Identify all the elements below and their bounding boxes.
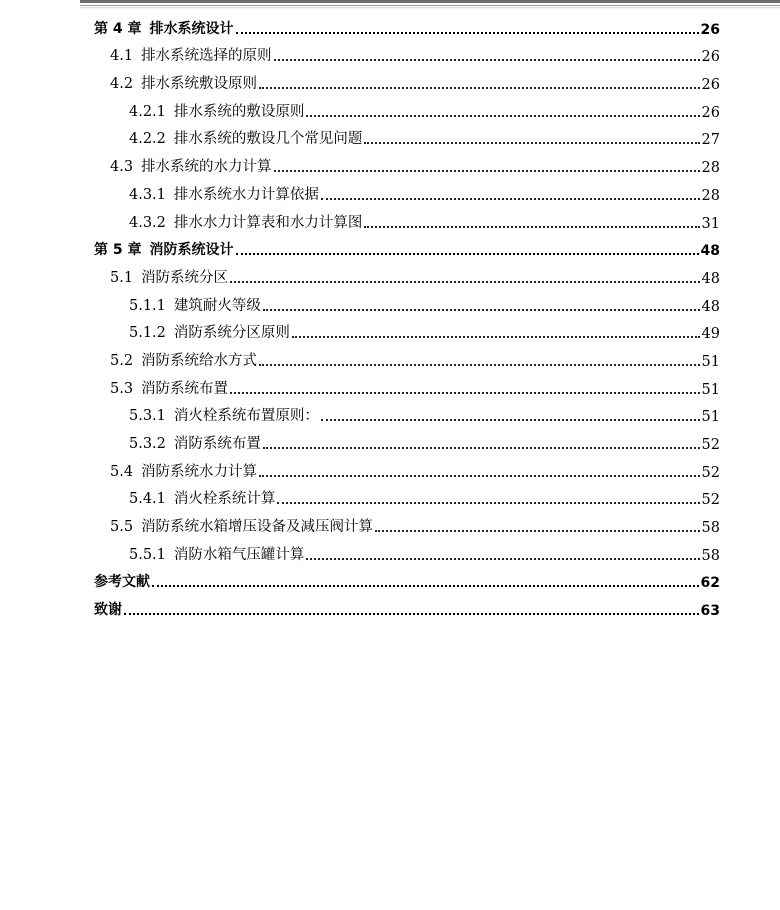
toc-entry-number: 5.4 — [110, 463, 134, 480]
toc-entry-title: 排水水力计算表和水力计算图 — [173, 214, 363, 231]
page-top-rule — [80, 0, 780, 3]
toc-entry-page-number: 28 — [701, 187, 720, 204]
toc-entry-title: 消防系统分区原则 — [173, 325, 290, 342]
toc-entry-label — [94, 571, 150, 592]
dot-leader — [321, 419, 700, 421]
toc-entry-title: 消火栓系统计算 — [173, 491, 276, 508]
toc-entry-title: 消防水箱气压罐计算 — [173, 546, 305, 563]
toc-entry-number: 4.1 — [110, 48, 134, 65]
toc-entry-page-number: 52 — [701, 492, 720, 509]
toc-entry-page-number: 58 — [701, 520, 720, 537]
toc-entry-page-number: 28 — [701, 160, 720, 177]
dot-leader — [292, 336, 700, 338]
toc-entry-number: 5.2 — [110, 352, 134, 369]
dot-leader — [259, 87, 699, 89]
toc-entry-label — [110, 460, 257, 482]
toc-entry-title: 消防系统设计 — [149, 242, 234, 259]
toc-entry-page-number: 48 — [701, 298, 720, 315]
toc-entry-number: 5.1.2 — [129, 325, 166, 342]
dot-leader — [364, 226, 699, 228]
toc-entry[interactable] — [94, 454, 720, 482]
dot-leader — [306, 115, 699, 117]
toc-entry-page-number: 63 — [700, 603, 720, 620]
toc-entry-page-number: 51 — [701, 353, 720, 370]
dot-leader — [277, 502, 699, 504]
toc-entry-number: 5.5 — [110, 519, 134, 536]
toc-entry-label — [94, 599, 122, 620]
toc-entry-title: 排水系统水力计算依据 — [173, 186, 319, 203]
toc-entry-label — [110, 266, 228, 288]
toc-entry[interactable] — [94, 509, 720, 537]
toc-entry-label — [129, 211, 362, 233]
toc-entry-number: 5.1 — [110, 269, 134, 286]
dot-leader — [236, 32, 699, 34]
toc-entry-label — [110, 155, 272, 177]
toc-entry-label — [110, 515, 373, 537]
dot-leader — [263, 447, 700, 449]
toc-entry[interactable] — [94, 233, 720, 261]
toc-entry[interactable] — [94, 565, 720, 593]
dot-leader — [230, 281, 699, 283]
toc-entry-number: 5.3 — [110, 380, 134, 397]
page-top-shadow — [80, 7, 780, 9]
toc-entry-number: 4.3.2 — [129, 214, 166, 231]
toc-entry-number: 4.3.1 — [129, 186, 166, 203]
dot-leader — [259, 364, 699, 366]
toc-entry-number: 第 5 章 — [94, 242, 142, 259]
toc-entry-title: 排水系统的敷设原则 — [173, 103, 305, 120]
toc-entry-title: 排水系统设计 — [149, 20, 234, 37]
toc-entry[interactable] — [94, 66, 720, 94]
toc-entry[interactable] — [94, 537, 720, 565]
toc-entry-title: 排水系统敷设原则 — [141, 76, 258, 93]
toc-entry-label — [129, 100, 304, 122]
toc-entry[interactable] — [94, 11, 720, 39]
toc-entry-label — [110, 349, 257, 371]
toc-entry-label — [129, 404, 319, 426]
toc-entry-page-number: 52 — [701, 437, 720, 453]
dot-leader — [321, 198, 700, 200]
toc-entry-number: 4.2.2 — [129, 131, 166, 148]
toc-entry[interactable] — [94, 177, 720, 205]
toc-entry-page-number: 51 — [701, 409, 720, 426]
table-of-contents — [94, 11, 720, 620]
dot-leader — [375, 530, 699, 532]
dot-leader — [124, 613, 699, 615]
toc-entry-page-number: 26 — [701, 77, 720, 94]
toc-entry-page-number: 48 — [701, 270, 720, 287]
toc-entry-title: 消防系统水力计算 — [141, 463, 258, 480]
toc-entry-label — [110, 377, 228, 399]
toc-entry-number: 4.3 — [110, 159, 134, 176]
toc-entry-label — [129, 183, 319, 205]
toc-entry-title: 排水系统的敷设几个常见问题 — [173, 131, 363, 148]
toc-entry-number: 第 4 章 — [94, 20, 142, 37]
toc-entry-title: 消防系统分区 — [141, 269, 229, 286]
dot-leader — [152, 585, 699, 587]
toc-entry-number: 5.3.2 — [129, 436, 166, 452]
toc-entry-number: 4.2 — [110, 76, 134, 93]
toc-entry-label — [94, 18, 234, 39]
toc-entry-label — [129, 127, 362, 149]
toc-entry-page-number: 62 — [700, 575, 720, 592]
toc-entry-page-number: 52 — [701, 464, 720, 481]
toc-entry-label — [129, 321, 290, 343]
toc-entry[interactable] — [94, 482, 720, 510]
dot-leader — [306, 558, 699, 560]
toc-entry[interactable] — [94, 122, 720, 150]
dot-leader — [259, 475, 699, 477]
toc-entry-page-number: 49 — [701, 326, 720, 343]
toc-entry[interactable] — [94, 343, 720, 371]
toc-entry[interactable] — [94, 39, 720, 67]
toc-entry-title: 排水系统选择的原则 — [141, 48, 272, 65]
toc-entry-title: 消防系统布置 — [141, 380, 229, 397]
toc-entry-label — [110, 72, 257, 94]
toc-entry[interactable] — [94, 371, 720, 399]
toc-entry[interactable] — [94, 149, 720, 177]
toc-entry-title: 消防系统给水方式 — [141, 352, 258, 369]
toc-entry-number: 5.5.1 — [129, 546, 166, 563]
toc-entry-page-number: 26 — [700, 21, 720, 38]
dot-leader — [274, 170, 700, 172]
dot-leader — [230, 392, 699, 394]
toc-entry-label — [129, 294, 261, 316]
toc-entry[interactable] — [94, 205, 720, 233]
toc-entry-title: 参考文献 — [94, 574, 150, 591]
toc-entry[interactable] — [94, 399, 720, 427]
toc-entry[interactable] — [94, 316, 720, 344]
toc-entry-label — [129, 487, 275, 509]
toc-entry-label — [94, 239, 234, 260]
toc-entry-title: 消火栓系统布置原则： — [173, 408, 319, 425]
toc-entry-page-number: 26 — [701, 104, 720, 121]
dot-leader — [274, 59, 700, 61]
toc-entry-title: 致谢 — [94, 602, 122, 619]
toc-entry-page-number: 26 — [701, 49, 720, 66]
toc-entry-page-number: 27 — [701, 132, 720, 149]
toc-entry-label — [129, 432, 261, 454]
toc-entry[interactable] — [94, 94, 720, 122]
toc-entry-page-number: 58 — [701, 547, 720, 564]
toc-entry[interactable] — [94, 426, 720, 454]
toc-entry[interactable] — [94, 288, 720, 316]
toc-entry-label — [110, 44, 272, 66]
toc-entry-title: 消防系统水箱增压设备及减压阀计算 — [141, 519, 374, 536]
dot-leader — [263, 309, 700, 311]
toc-entry-number: 5.1.1 — [129, 297, 166, 314]
toc-entry-page-number: 31 — [701, 215, 720, 232]
toc-entry-title: 排水系统的水力计算 — [141, 159, 272, 176]
toc-entry-title: 消防系统布置 — [173, 436, 261, 452]
toc-entry[interactable] — [94, 260, 720, 288]
toc-entry-page-number: 48 — [700, 243, 720, 260]
dot-leader — [236, 253, 699, 255]
dot-leader — [364, 142, 699, 144]
toc-entry-number: 5.3.1 — [129, 408, 166, 425]
toc-entry-label — [129, 543, 304, 565]
toc-entry[interactable] — [94, 592, 720, 620]
toc-entry-title: 建筑耐火等级 — [173, 297, 261, 314]
toc-entry-number: 4.2.1 — [129, 103, 166, 120]
page-top-rule-thin — [80, 5, 780, 6]
toc-entry-page-number: 51 — [701, 381, 720, 398]
toc-entry-number: 5.4.1 — [129, 491, 166, 508]
